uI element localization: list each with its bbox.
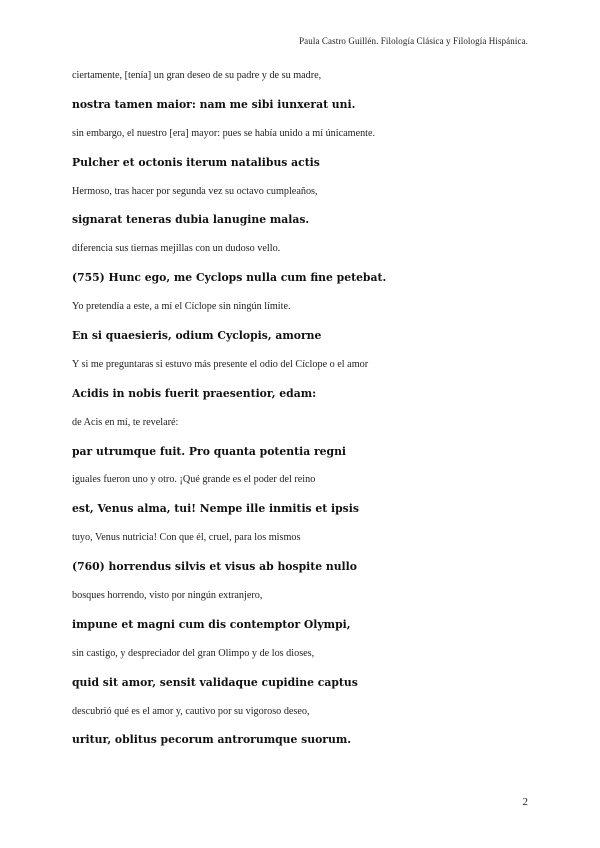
spanish-translation-line: de Acis en mí, te revelaré: xyxy=(72,416,179,428)
latin-verse-line: par utrumque fuit. Pro quanta potentia regni xyxy=(72,444,347,458)
spanish-translation-line: diferencia sus tiernas mejillas con un dudoso vello. xyxy=(72,243,281,255)
latin-verse-line: En si quaesieris, odium Cyclopis, amorne xyxy=(72,329,322,343)
spanish-translation-line: iguales fueron uno y otro. ¡Qué grande es el poder del reino xyxy=(72,474,316,486)
running-header: Paula Castro Guillén. Filología Clásica y Filología Hispánica. xyxy=(299,36,528,46)
latin-verse-line: Pulcher et octonis iterum natalibus actis xyxy=(72,155,320,169)
spanish-translation-line: bosques horrendo, visto por ningún extranjero, xyxy=(72,590,263,602)
spanish-translation-line: Hermoso, tras hacer por segunda vez su octavo cumpleaños, xyxy=(72,185,318,197)
latin-verse-line: signarat teneras dubia lanugine malas. xyxy=(72,213,310,227)
spanish-translation-line: sin embargo, el nuestro [era] mayor: pues se había unido a mí únicamente. xyxy=(72,127,376,139)
text-body xyxy=(72,66,532,759)
latin-verse-line: Acidis in nobis fuerit praesentior, edam: xyxy=(72,386,317,400)
latin-verse-line: est, Venus alma, tui! Nempe ille inmitis et ipsis xyxy=(72,502,359,516)
spanish-translation-line: tuyo, Venus nutricia! Con que él, cruel, para los mismos xyxy=(72,532,301,544)
spanish-translation-line: descubrió qué es el amor y, cautivo por su vigoroso deseo, xyxy=(72,705,310,717)
latin-verse-line: nostra tamen maior: nam me sibi iunxerat uni. xyxy=(72,97,356,111)
spanish-translation-line: Yo pretendía a este, a mí el Cíclope sin ningún límite. xyxy=(72,301,291,313)
latin-verse-line: uritur, oblitus pecorum antrorumque suorum. xyxy=(72,733,352,747)
spanish-translation-line: ciertamente, [tenía] un gran deseo de su padre y de su madre, xyxy=(72,70,322,81)
latin-verse-line: impune et magni cum dis contemptor Olympi, xyxy=(72,617,351,631)
spanish-translation-line: Y si me preguntaras si estuvo más presente el odio del Cíclope o el amor xyxy=(72,358,369,370)
latin-verse-line: quid sit amor, sensit validaque cupidine captus xyxy=(72,675,358,689)
latin-verse-line: (755) Hunc ego, me Cyclops nulla cum fine petebat. xyxy=(72,271,387,285)
spanish-translation-line: sin castigo, y despreciador del gran Olimpo y de los dioses, xyxy=(72,647,315,659)
latin-verse-line: (760) horrendus silvis et visus ab hospite nullo xyxy=(72,560,357,574)
page-number: 2 xyxy=(522,796,528,808)
